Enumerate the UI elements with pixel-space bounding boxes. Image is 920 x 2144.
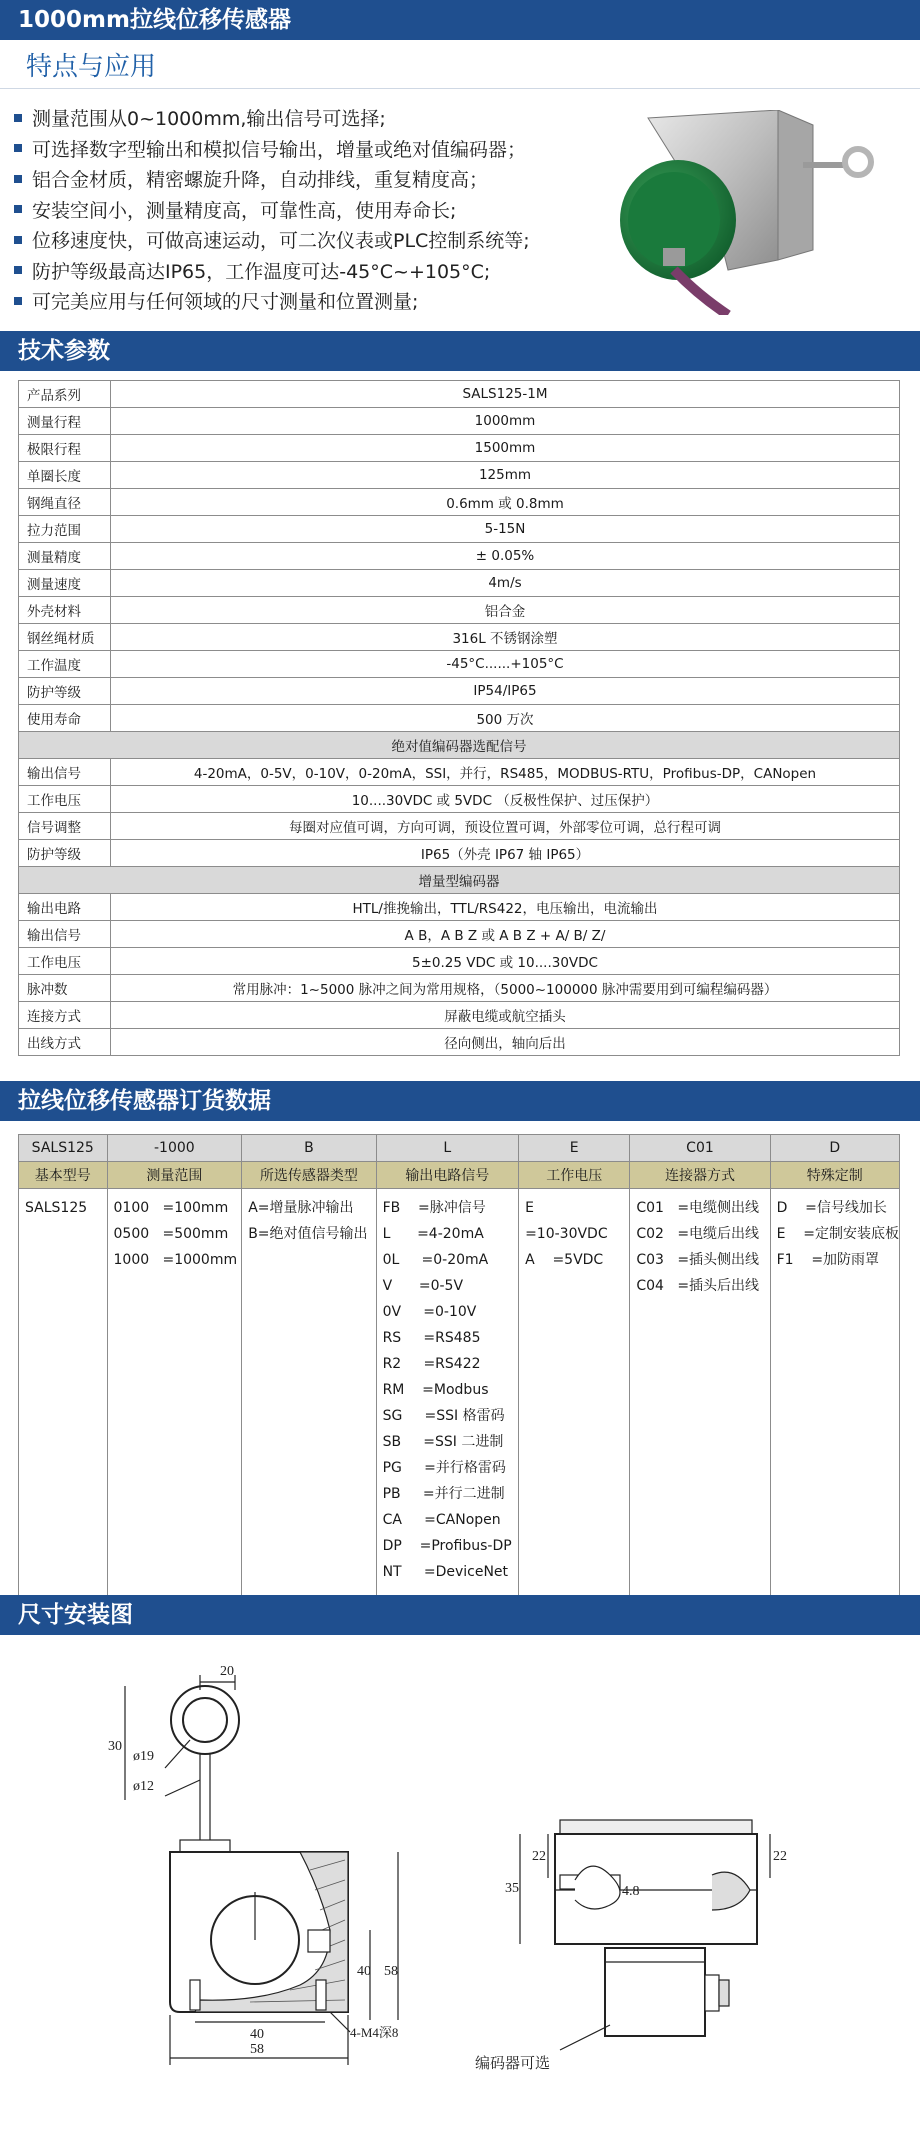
option-line: RS =RS485	[382, 1330, 481, 1346]
option-line: V =0-5V	[382, 1278, 464, 1294]
dim-58-v: 58	[384, 1964, 398, 1979]
option-line: E =定制安装底板	[776, 1226, 899, 1242]
spec-key: 钢丝绳材质	[19, 624, 111, 651]
option-line: 1000 =1000mm	[113, 1252, 238, 1268]
spec-value: 5±0.25 VDC 或 10....30VDC	[111, 948, 900, 975]
option-line: RM =Modbus	[382, 1382, 489, 1398]
dim-m4: 4-M4深8	[350, 2025, 399, 2040]
product-photo	[618, 110, 888, 315]
bullet-icon	[14, 297, 22, 305]
bullet-icon	[14, 205, 22, 213]
option-line: C03 =插头侧出线	[636, 1252, 760, 1268]
bullet-icon	[14, 236, 22, 244]
spec-row	[19, 840, 900, 867]
label-cell: 连接器方式	[630, 1162, 770, 1189]
code-cell: L	[376, 1135, 519, 1162]
spec-row	[19, 408, 900, 435]
spec-row	[19, 921, 900, 948]
feature-item: 安装空间小，测量精度高，可靠性高，使用寿命长;	[14, 196, 614, 227]
options-col2	[242, 1189, 376, 1634]
option-line: PB =并行二进制	[382, 1486, 505, 1502]
spec-key: 连接方式	[19, 1002, 111, 1029]
spec-row	[19, 624, 900, 651]
spec-key: 测量行程	[19, 408, 111, 435]
spec-value: 铝合金	[111, 597, 900, 624]
option-line: E	[525, 1200, 534, 1216]
spec-value: 500 万次	[111, 705, 900, 732]
option-line: DP =Profibus-DP	[382, 1538, 512, 1554]
option-line: F1 =加防雨罩	[776, 1252, 880, 1268]
order-options-row	[19, 1189, 900, 1634]
spec-row	[19, 1029, 900, 1056]
options-col0	[19, 1189, 108, 1634]
spec-value: 常用脉冲：1~5000 脉冲之间为常用规格，（5000~100000 脉冲需要用到可编程编码器）	[111, 975, 900, 1002]
spec-value: 10....30VDC 或 5VDC （反极性保护、过压保护）	[111, 786, 900, 813]
specs-heading: 技术参数	[18, 338, 110, 364]
spec-group-row	[19, 867, 900, 894]
order-code-row	[19, 1135, 900, 1162]
bullet-icon	[14, 144, 22, 152]
order-heading: 拉线位移传感器订货数据	[18, 1088, 271, 1114]
spec-key: 工作温度	[19, 651, 111, 678]
spec-row	[19, 1002, 900, 1029]
feature-item: 位移速度快，可做高速运动，可二次仪表或PLC控制系统等;	[14, 226, 614, 257]
option-line: A=增量脉冲输出	[248, 1200, 354, 1216]
feature-item: 铝合金材质，精密螺旋升降，自动排线，重复精度高；	[14, 165, 614, 196]
side-view	[475, 1820, 787, 2072]
spec-row	[19, 543, 900, 570]
code-cell: E	[519, 1135, 630, 1162]
code-cell: C01	[630, 1135, 770, 1162]
spec-value: IP54/IP65	[111, 678, 900, 705]
dim-22-left: 22	[532, 1849, 546, 1864]
spec-value: 5-15N	[111, 516, 900, 543]
dimensions-heading-bar	[0, 1595, 920, 1635]
spec-value: 1500mm	[111, 435, 900, 462]
spec-key: 产品系列	[19, 381, 111, 408]
spec-row	[19, 597, 900, 624]
features-heading: 特点与应用	[26, 52, 157, 82]
spec-row	[19, 489, 900, 516]
option-line: R2 =RS422	[382, 1356, 481, 1372]
spec-row	[19, 975, 900, 1002]
spec-value: HTL/推挽输出，TTL/RS422，电压输出，电流输出	[111, 894, 900, 921]
feature-list	[14, 104, 614, 318]
spec-group-title: 绝对值编码器选配信号	[19, 732, 900, 759]
spec-value: 316L 不锈钢涂塑	[111, 624, 900, 651]
dim-phi12: ø12	[133, 1779, 154, 1794]
dim-4-8: 4.8	[622, 1884, 640, 1899]
spec-group-row	[19, 732, 900, 759]
label-cell: 输出电路信号	[376, 1162, 519, 1189]
specs-heading-bar	[0, 331, 920, 371]
spec-row	[19, 462, 900, 489]
option-line: PG =并行格雷码	[382, 1460, 506, 1476]
spec-key: 输出信号	[19, 759, 111, 786]
options-col6	[770, 1189, 899, 1634]
spec-row	[19, 678, 900, 705]
label-cell: 所选传感器类型	[242, 1162, 376, 1189]
spec-value: SALS125-1M	[111, 381, 900, 408]
spec-key: 防护等级	[19, 678, 111, 705]
options-col4	[519, 1189, 630, 1634]
spec-value: -45°C......+105°C	[111, 651, 900, 678]
spec-row	[19, 705, 900, 732]
spec-key: 脉冲数	[19, 975, 111, 1002]
label-cell: 测量范围	[107, 1162, 242, 1189]
dim-58-h: 58	[250, 2042, 264, 2057]
spec-row	[19, 759, 900, 786]
spec-key: 钢绳直径	[19, 489, 111, 516]
bullet-icon	[14, 266, 22, 274]
option-line: =10-30VDC	[525, 1226, 608, 1242]
option-line: FB =脉冲信号	[382, 1200, 486, 1216]
spec-value: IP65（外壳 IP67 轴 IP65）	[111, 840, 900, 867]
code-cell: D	[770, 1135, 899, 1162]
product-title-bar	[0, 0, 920, 40]
front-view	[108, 1664, 398, 2065]
option-line: 0L =0-20mA	[382, 1252, 489, 1268]
option-line: A =5VDC	[525, 1252, 604, 1268]
dim-22-right: 22	[773, 1849, 787, 1864]
spec-row	[19, 435, 900, 462]
spec-value: 125mm	[111, 462, 900, 489]
spec-value: A B，A B Z 或 A B Z + A/ B/ Z/	[111, 921, 900, 948]
spec-key: 测量速度	[19, 570, 111, 597]
option-line: 0V =0-10V	[382, 1304, 477, 1320]
dim-40-v: 40	[357, 1964, 371, 1979]
spec-key: 工作电压	[19, 786, 111, 813]
code-cell: SALS125	[19, 1135, 108, 1162]
feature-item: 测量范围从0~1000mm,输出信号可选择;	[14, 104, 614, 135]
spec-key: 使用寿命	[19, 705, 111, 732]
spec-row	[19, 948, 900, 975]
spec-row	[19, 516, 900, 543]
options-col3	[376, 1189, 519, 1634]
spec-row	[19, 813, 900, 840]
dim-20: 20	[220, 1664, 234, 1679]
spec-key: 防护等级	[19, 840, 111, 867]
label-cell: 特殊定制	[770, 1162, 899, 1189]
encoder-note: 编码器可选	[475, 2056, 551, 2072]
label-cell: 基本型号	[19, 1162, 108, 1189]
spec-value: 1000mm	[111, 408, 900, 435]
code-cell: B	[242, 1135, 376, 1162]
option-line: SALS125	[25, 1200, 88, 1216]
spec-value: 4m/s	[111, 570, 900, 597]
spec-key: 输出信号	[19, 921, 111, 948]
spec-key: 测量精度	[19, 543, 111, 570]
spec-key: 拉力范围	[19, 516, 111, 543]
bullet-icon	[14, 114, 22, 122]
spec-value: ± 0.05%	[111, 543, 900, 570]
spec-key: 外壳材料	[19, 597, 111, 624]
feature-item: 可选择数字型输出和模拟信号输出，增量或绝对值编码器；	[14, 135, 614, 166]
spec-key: 出线方式	[19, 1029, 111, 1056]
dimensions-heading: 尺寸安装图	[18, 1602, 133, 1628]
spec-table	[18, 380, 900, 1056]
option-line: 0100 =100mm	[113, 1200, 229, 1216]
spec-value: 屏蔽电缆或航空插头	[111, 1002, 900, 1029]
options-col1	[107, 1189, 242, 1634]
spec-value: 每圈对应值可调，方向可调，预设位置可调，外部零位可调，总行程可调	[111, 813, 900, 840]
dim-35: 35	[505, 1881, 519, 1896]
option-line: D =信号线加长	[776, 1200, 887, 1216]
spec-key: 单圈长度	[19, 462, 111, 489]
label-cell: 工作电压	[519, 1162, 630, 1189]
bullet-icon	[14, 175, 22, 183]
spec-key: 输出电路	[19, 894, 111, 921]
option-line: B=绝对值信号输出	[248, 1226, 368, 1242]
option-line: CA =CANopen	[382, 1512, 501, 1528]
option-line: C02 =电缆后出线	[636, 1226, 760, 1242]
options-col5	[630, 1189, 770, 1634]
option-line: 0500 =500mm	[113, 1226, 229, 1242]
option-line: SG =SSI 格雷码	[382, 1408, 505, 1424]
feature-item: 可完美应用与任何领域的尺寸测量和位置测量;	[14, 287, 614, 318]
spec-row	[19, 894, 900, 921]
spec-key: 信号调整	[19, 813, 111, 840]
spec-row	[19, 786, 900, 813]
order-heading-bar	[0, 1081, 920, 1121]
dim-40-h: 40	[250, 2027, 264, 2042]
product-title: 1000mm拉线位移传感器	[18, 7, 291, 33]
spec-value: 4-20mA，0-5V，0-10V，0-20mA，SSI，并行，RS485，MODBUS-RTU，Profibus-DP，CANopen	[111, 759, 900, 786]
dim-phi19: ø19	[133, 1749, 154, 1764]
order-label-row	[19, 1162, 900, 1189]
feature-item: 防护等级最高达IP65，工作温度可达-45°C~+105°C;	[14, 257, 614, 288]
spec-row	[19, 651, 900, 678]
option-line: L =4-20mA	[382, 1226, 484, 1242]
option-line: SB =SSI 二进制	[382, 1434, 504, 1450]
dimension-drawing	[0, 1630, 920, 2144]
dim-30: 30	[108, 1739, 122, 1754]
order-table	[18, 1134, 900, 1634]
option-line: C01 =电缆侧出线	[636, 1200, 760, 1216]
spec-key: 极限行程	[19, 435, 111, 462]
option-line: C04 =插头后出线	[636, 1278, 760, 1294]
spec-value: 0.6mm 或 0.8mm	[111, 489, 900, 516]
spec-key: 工作电压	[19, 948, 111, 975]
spec-row	[19, 570, 900, 597]
spec-row	[19, 381, 900, 408]
spec-value: 径向侧出，轴向后出	[111, 1029, 900, 1056]
divider	[0, 88, 920, 89]
spec-group-title: 增量型编码器	[19, 867, 900, 894]
option-line: NT =DeviceNet	[382, 1564, 509, 1580]
code-cell: -1000	[107, 1135, 242, 1162]
